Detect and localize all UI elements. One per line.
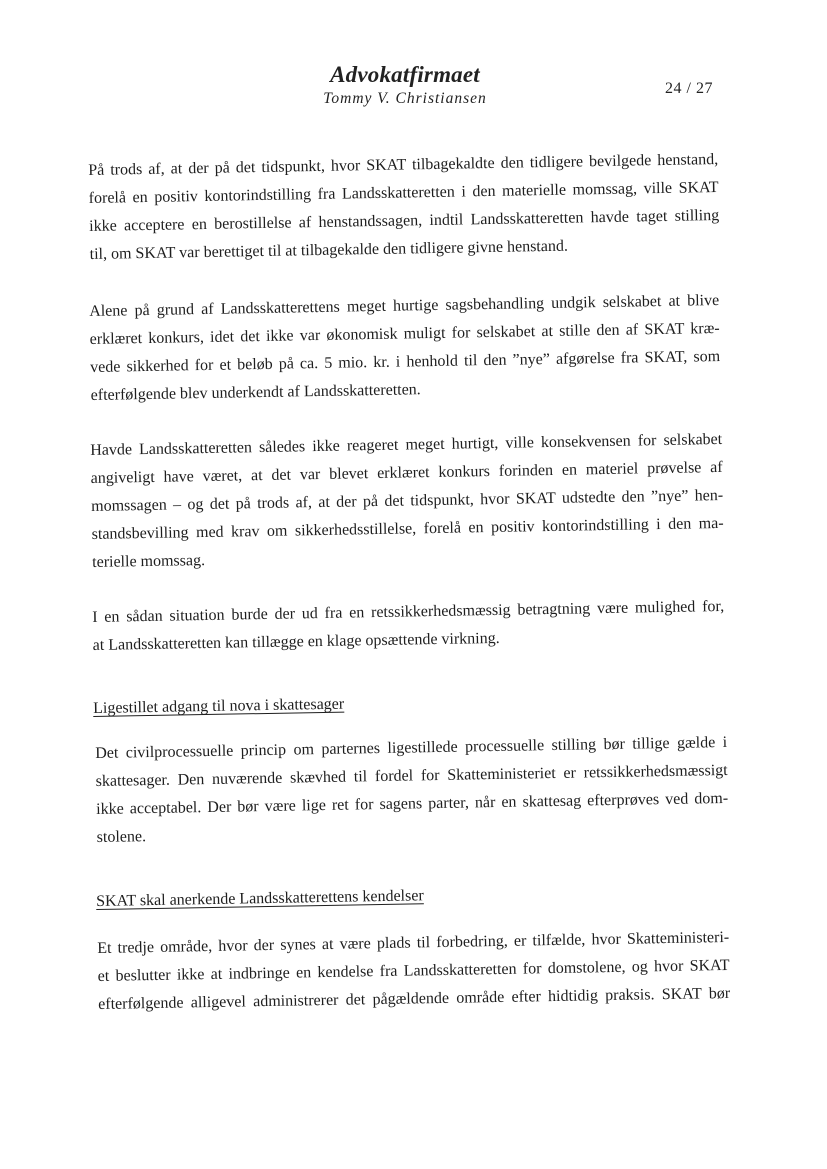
paragraph-4 <box>92 593 725 660</box>
page-number: 24 / 27 <box>665 80 713 97</box>
text-line: ikke acceptere en berostillelse af henstandssagen, indtil Landsskatteretten havde taget stilling <box>89 206 720 235</box>
paragraph-2 <box>89 287 721 410</box>
firm-name: Advokatfirmaet <box>330 62 480 87</box>
section-heading-kendelser: SKAT skal anerkende Landsskatterettens kendelser <box>96 887 424 910</box>
text-line: forelå en positiv kontorindstilling fra Landsskatteretten i den materielle momssag, ville SKAT <box>88 178 719 207</box>
letterhead <box>290 62 520 108</box>
text-line: vede sikkerhed for et beløb på ca. 5 mio. kr. i henhold til den ”nye” afgørelse fra SKAT, som <box>90 347 721 376</box>
text-line: Havde Landsskatteretten således ikke reageret meget hurtigt, ville konsekvensen for selskabet <box>90 430 723 459</box>
paragraph-6 <box>97 924 730 1019</box>
text-line: stolene. <box>96 828 147 846</box>
text-line: ikke acceptabel. Der bør være lige ret for sagens parter, når en skattesag efterprøves ved dom- <box>96 789 729 818</box>
text-line: standsbevilling med krav om sikkerhedsstillelse, forelå en positiv kontorindstilling i den ma- <box>91 514 724 543</box>
text-line: et beslutter ikke at indbringe en kendelse fra Landsskatteretten for domstolene, og hvor SKAT <box>97 956 730 985</box>
text-line: Alene på grund af Landsskatterettens meget hurtige sagsbehandling undgik selskabet at blive <box>89 292 720 320</box>
text-line: momssagen – og det på trods af, at der på det tidspunkt, hvor SKAT udstedte den ”nye” hen- <box>91 486 724 515</box>
text-line: efterfølgende alligevel administrerer det pågældende område efter hidtidig praksis. SKAT bør <box>98 984 731 1013</box>
text-line: På trods af, at der på det tidspunkt, hvor SKAT tilbagekaldte den tidligere bevilgede henstand, <box>88 151 719 179</box>
text-line: efterfølgende blev underkendt af Landsskatteretten. <box>90 381 421 404</box>
text-line: skattesager. Den nuværende skævhed til fordel for Skatteministeriet er retssikkerhedsmæssigt <box>95 761 728 790</box>
paragraph-3 <box>90 426 724 577</box>
text-line: angiveligt have været, at det var blevet erklæret konkurs forinden en materiel prøvelse af <box>90 458 723 487</box>
text-line: terielle momssag. <box>92 552 206 571</box>
paragraph-1 <box>88 146 720 269</box>
text-line: I en sådan situation burde der ud fra en retssikkerhedsmæssig betragtning være mulighed for, <box>92 597 725 626</box>
text-line: til, om SKAT var berettiget til at tilbagekalde den tidligere givne henstand. <box>89 237 569 263</box>
text-line: Det civilprocessuelle princip om parternes ligestillede processuelle stilling bør tillige gælde i <box>95 733 728 762</box>
paragraph-5 <box>95 729 729 852</box>
firm-owner: Tommy V. Christiansen <box>323 90 487 107</box>
text-line: erklæret konkurs, idet det ikke var økonomisk muligt for selskabet at stille den af SKAT kræ- <box>89 319 720 348</box>
section-heading-nova: Ligestillet adgang til nova i skattesager <box>93 695 345 717</box>
text-line: Et tredje område, hvor der synes at være plads til forbedring, er tilfælde, hvor Skatteministeri- <box>97 928 730 957</box>
text-line: at Landsskatteretten kan tillægge en klage opsættende virkning. <box>92 629 500 654</box>
